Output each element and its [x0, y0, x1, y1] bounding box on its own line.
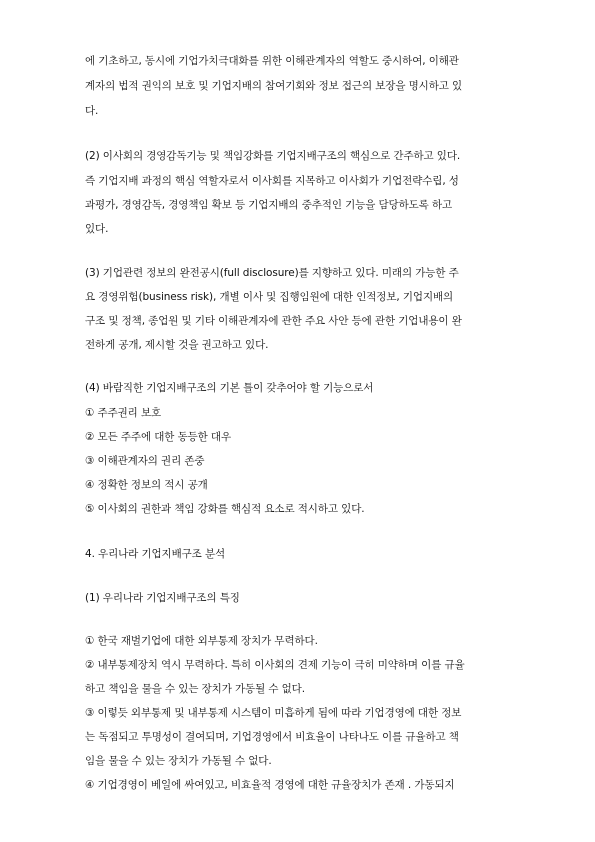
list-item: ③ 이해관계자의 권리 존중 — [85, 455, 205, 467]
text-line: 요 경영위험(business risk), 개별 이사 및 집행임원에 대한 인적정보, 기업지배의 — [85, 291, 454, 303]
text-line: 과평가, 경영감독, 경영책임 확보 등 기업지배의 중추적인 기능을 담당하도록 하고 — [85, 199, 453, 211]
text-line: 는 독점되고 투명성이 결여되며, 기업경영에서 비효율이 나타나도 이를 규율하고 책 — [85, 731, 459, 743]
text-line: 임을 물을 수 있는 장치가 가동될 수 없다. — [85, 755, 272, 767]
text-line: 있다. — [85, 223, 109, 235]
text-line: (2) 이사회의 경영감독기능 및 책임강화를 기업지배구조의 핵심으로 간주하고 있다. — [85, 150, 461, 162]
text-line: 구조 및 정책, 종업원 및 기타 이해관계자에 관한 주요 사안 등에 관한 기업내용이 완 — [85, 315, 462, 327]
list-item: ① 한국 재벌기업에 대한 외부통제 장치가 무력하다. — [85, 635, 318, 647]
list-item: ② 내부통제장치 역시 무력하다. 특히 이사회의 견제 기능이 극히 미약하며 이를 규율 — [85, 659, 465, 671]
text-line: 계자의 법적 권익의 보호 및 기업지배의 참여기회와 정보 접근의 보장을 명시하고 있 — [85, 80, 463, 92]
section-heading: 4. 우리나라 기업지배구조 분석 — [85, 548, 226, 560]
text-line: 에 기초하고, 동시에 기업가치극대화를 위한 이해관계자의 역할도 중시하여, 이해관 — [85, 55, 459, 67]
list-item: ② 모든 주주에 대한 동등한 대우 — [85, 431, 232, 443]
list-item: ④ 기업경영이 베일에 싸여있고, 비효율적 경영에 대한 규율장치가 존재 . 가동되지 — [85, 779, 455, 791]
subsection-heading: (1) 우리나라 기업지배구조의 특징 — [85, 592, 240, 604]
list-item: ④ 정확한 정보의 적시 공개 — [85, 479, 208, 491]
text-line: 전하게 공개, 제시할 것을 권고하고 있다. — [85, 339, 269, 351]
text-line: 다. — [85, 105, 99, 117]
list-item: ③ 이렇듯 외부통제 및 내부통제 시스템이 미흡하게 됨에 따라 기업경영에 대한 정보 — [85, 707, 462, 719]
list-item: ① 주주권리 보호 — [85, 407, 162, 419]
text-line: (3) 기업관련 정보의 완전공시(full disclosure)를 지향하고 있다. 미래의 가능한 주 — [85, 267, 459, 279]
list-item: ⑤ 이사회의 권한과 책임 강화를 핵심적 요소로 적시하고 있다. — [85, 503, 365, 515]
text-line: 즉 기업지배 과정의 핵심 역할자로서 이사회를 지목하고 이사회가 기업전략수립, 성 — [85, 175, 459, 187]
text-line: (4) 바람직한 기업지배구조의 기본 틀이 갖추어야 할 기능으로서 — [85, 382, 374, 394]
text-line: 하고 책임을 물을 수 있는 장치가 가동될 수 없다. — [85, 683, 305, 695]
